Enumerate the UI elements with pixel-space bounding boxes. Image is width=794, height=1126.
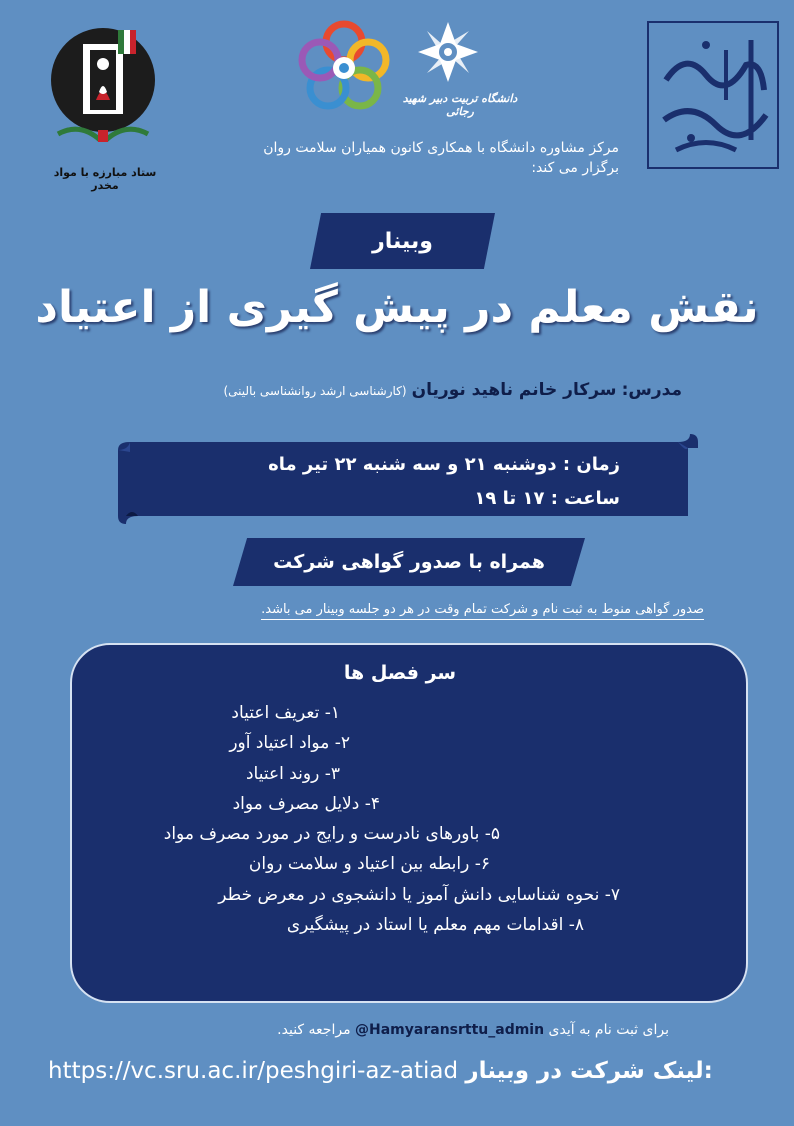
topics-title: سر فصل ها (343, 662, 457, 684)
topics-list (110, 698, 620, 940)
topic-item: ۶- رابطه بین اعتیاد و سلامت روان (248, 854, 490, 875)
mid-logo-caption: دانشگاه تربیت دبیر شهید رجائی (402, 92, 518, 118)
topic-item: ۲- مواد اعتیاد آور (229, 733, 350, 754)
topic-item: ۴- دلایل مصرف مواد (232, 793, 380, 814)
registration-prefix: برای ثبت نام به آیدی (548, 1022, 669, 1038)
webinar-link-row (48, 1058, 748, 1084)
student-affairs-logo (646, 20, 780, 170)
teacher-degree-note: (کارشناسی ارشد روانشناسی بالینی) (223, 384, 407, 398)
teacher-name: سرکار خانم ناهید نوریان (411, 380, 617, 400)
registration-text (29, 1022, 669, 1038)
intro-text (159, 138, 619, 178)
certificate-note-text: صدور گواهی منوط به ثبت نام و شرکت تمام وقت در هر دو جلسه وبینار می باشد. (261, 602, 704, 620)
university-logo (400, 18, 520, 118)
anti-narcotics-logo (40, 22, 170, 192)
intro-line-1: مرکز مشاوره دانشگاه با همکاری کانون همیاران سلامت روان (263, 140, 619, 156)
registration-handle[interactable]: Hamyaransrttu_admin@ (355, 1022, 545, 1038)
left-logo-caption: ستاد مبارزه با مواد مخدر (53, 166, 157, 192)
teacher-label: مدرس: (621, 380, 682, 400)
webinar-link-label: لینک شرکت در وبینار: (465, 1058, 713, 1084)
intro-line-2: برگزار می کند: (531, 160, 619, 176)
topic-item: ۱- تعریف اعتیاد (231, 703, 340, 723)
certificate-label: همراه با صدور گواهی شرکت (273, 551, 545, 573)
topic-item: ۳- روند اعتیاد (245, 763, 340, 784)
topic-item: ۵- باورهای نادرست و رایج در مورد مصرف مواد (163, 824, 500, 845)
schedule-text (140, 448, 620, 516)
teacher-row (42, 380, 682, 400)
registration-suffix: مراجعه کنید. (277, 1022, 351, 1038)
counseling-center-logo (298, 20, 390, 112)
time-line: ساعت : ۱۷ تا ۱۹ (474, 488, 620, 509)
date-line: زمان : دوشنبه ۲۱ و سه شنبه ۲۲ تیر ماه (268, 454, 620, 475)
event-title: نقش معلم در پیش گیری از اعتیاد (35, 282, 759, 333)
topic-item: ۸- اقدامات مهم معلم یا استاد در پیشگیری (286, 915, 584, 936)
webinar-label: وبینار (372, 228, 433, 254)
topic-item: ۷- نحوه شناسایی دانش آموز یا دانشجوی در معرض خطر (218, 884, 620, 905)
webinar-link[interactable]: https://vc.sru.ac.ir/peshgiri-az-atiad (48, 1058, 459, 1084)
certificate-note (64, 602, 704, 617)
